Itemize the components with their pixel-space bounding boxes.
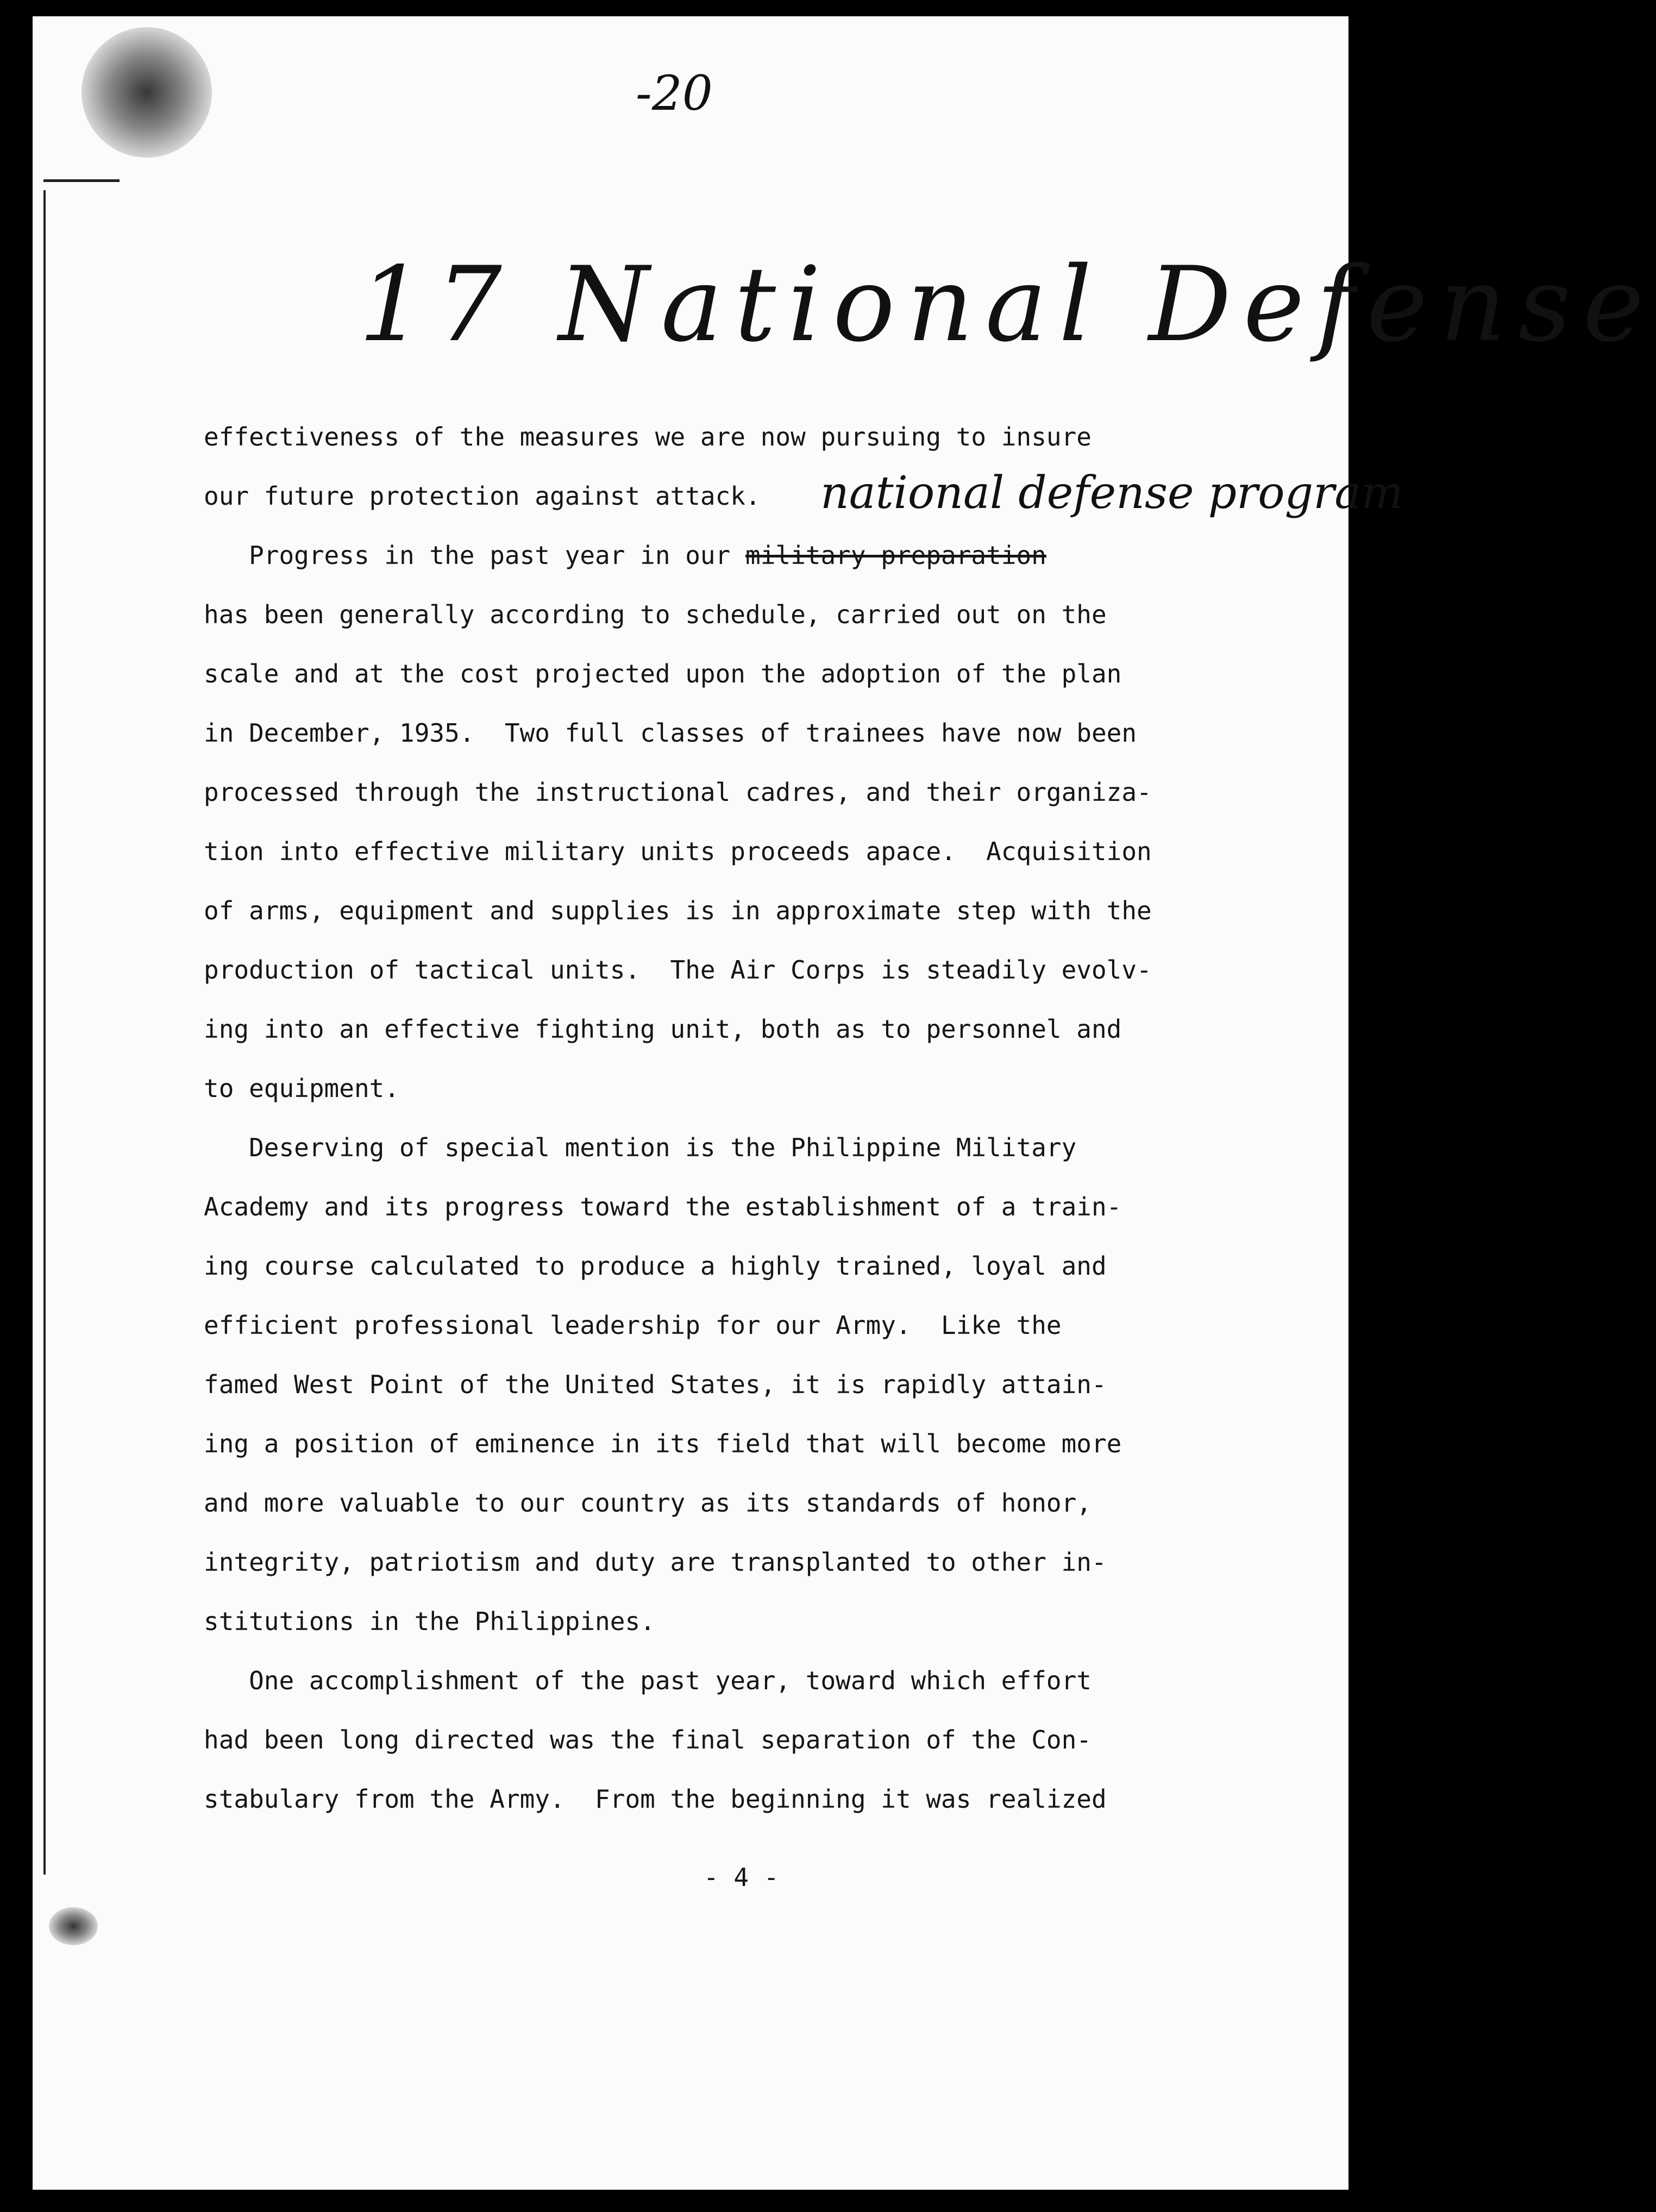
text-line: efficient professional leadership for our Army. Like the [204, 1311, 1062, 1340]
text-line: stitutions in the Philippines. [204, 1607, 655, 1636]
text-line: ing course calculated to produce a highly trained, loyal and [204, 1251, 1107, 1281]
scan-edge-left [43, 190, 46, 1875]
document-page [33, 16, 1656, 2190]
scan-smudge-top-left [81, 27, 212, 158]
line-start: Progress in the past year in our [204, 541, 745, 570]
text-line: ing a position of eminence in its field that will become more [204, 1429, 1122, 1458]
text-line: and more valuable to our country as its standards of honor, [204, 1488, 1092, 1518]
text-line: stabulary from the Army. From the beginning it was realized [204, 1784, 1107, 1814]
text-line: processed through the instructional cadres, and their organiza- [204, 778, 1152, 807]
text-line: has been generally according to schedule, carried out on the [204, 600, 1107, 629]
text-line: in December, 1935. Two full classes of trainees have now been [204, 718, 1137, 748]
scan-smudge-left-bottom [49, 1907, 98, 1945]
text-line: integrity, patriotism and duty are transplanted to other in- [204, 1547, 1107, 1577]
text-line-with-strikethrough [204, 526, 1279, 585]
handwritten-page-number: -20 [636, 65, 713, 121]
text-line: Academy and its progress toward the establishment of a train- [204, 1192, 1122, 1221]
text-line: ing into an effective fighting unit, both as to personnel and [204, 1014, 1122, 1044]
typed-body [204, 408, 1279, 1829]
text-line: famed West Point of the United States, it is rapidly attain- [204, 1370, 1107, 1399]
handwritten-insertion: national defense program [820, 467, 1404, 519]
page-footer-number: - 4 - [704, 1863, 779, 1892]
text-line: tion into effective military units proceeds apace. Acquisition [204, 837, 1152, 866]
text-line: production of tactical units. The Air Corps is steadily evolv- [204, 955, 1152, 985]
text-line: of arms, equipment and supplies is in approximate step with the [204, 896, 1152, 925]
struck-text: military preparation [745, 541, 1046, 570]
text-line: Deserving of special mention is the Philippine Military [204, 1133, 1077, 1162]
text-line: One accomplishment of the past year, toward which effort [204, 1666, 1092, 1695]
handwritten-section-heading: 17 National Defense [359, 245, 1656, 365]
text-line: our future protection against attack. [204, 481, 761, 511]
scan-edge-top-left [43, 179, 120, 182]
text-line: had been long directed was the final separation of the Con- [204, 1725, 1092, 1754]
text-line: scale and at the cost projected upon the adoption of the plan [204, 659, 1122, 688]
text-line: effectiveness of the measures we are now pursuing to insure [204, 422, 1092, 452]
text-line: to equipment. [204, 1074, 400, 1103]
